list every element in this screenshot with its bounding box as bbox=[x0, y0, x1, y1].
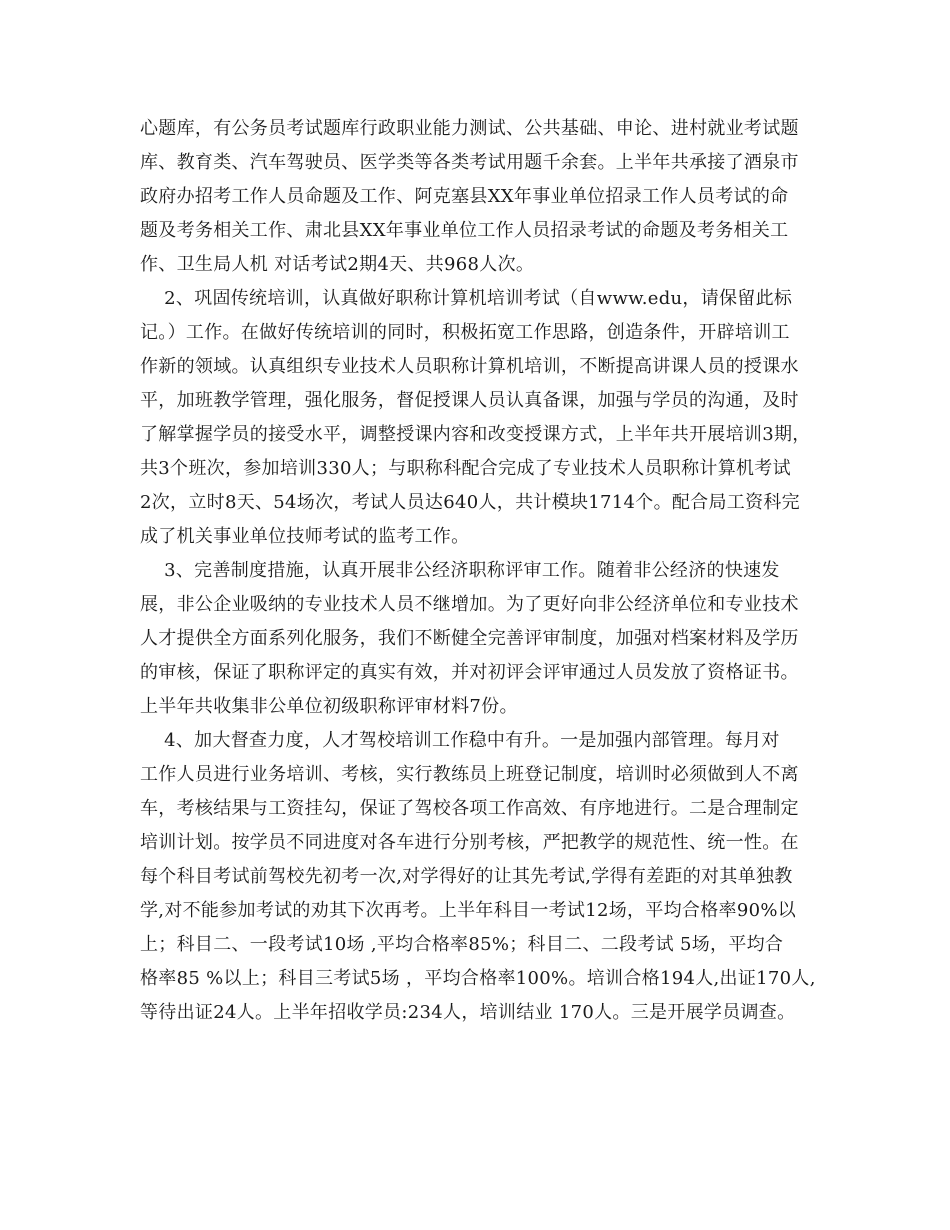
text-line: 了解掌握学员的接受水平，调整授课内容和改变授课方式，上半年共开展培训3期， bbox=[140, 424, 811, 445]
text-line: 库、教育类、汽车驾驶员、医学类等各类考试用题千余套。上半年共承接了酒泉市 bbox=[140, 152, 799, 173]
text-line: 心题库，有公务员考试题库行政职业能力测试、公共基础、申论、进村就业考试题 bbox=[140, 118, 799, 139]
text-line: 上；科目二、一段考试10场 ,平均合格率85%；科目二、二段考试 5场，平均合 bbox=[140, 934, 784, 955]
text-line: 学,对不能参加考试的劝其下次再考。上半年科目一考试12场，平均合格率90%以 bbox=[140, 900, 797, 921]
text-line: 平，加班教学管理，强化服务，督促授课人员认真备课，加强与学员的沟通，及时 bbox=[140, 390, 799, 411]
text-line: 车，考核结果与工资挂勾，保证了驾校各项工作高效、有序地进行。二是合理制定 bbox=[140, 798, 799, 819]
text-line: 作新的领域。认真组织专业技术人员职称计算机培训，不断提高讲课人员的授课水 bbox=[140, 356, 799, 377]
text-line: 4、加大督查力度，人才驾校培训工作稳中有升。一是加强内部管理。每月对 bbox=[140, 730, 780, 751]
document-body bbox=[140, 112, 820, 1030]
text-line: 作、卫生局人机 对话考试2期4天、共968人次。 bbox=[140, 254, 535, 275]
text-line: 2次，立时8天、54场次，考试人员达640人，共计模块1714个。配合局工资科完 bbox=[140, 492, 800, 513]
text-line: 展，非公企业吸纳的专业技术人员不继增加。为了更好向非公经济单位和专业技术 bbox=[140, 594, 799, 615]
text-line: 2、巩固传统培训，认真做好职称计算机培训考试（自www.edu，请保留此标 bbox=[140, 288, 793, 309]
text-line: 等待出证24人。上半年招收学员:234人，培训结业 170人。三是开展学员调查。 bbox=[140, 1002, 796, 1023]
text-line: 的审核，保证了职称评定的真实有效，并对初评会评审通过人员发放了资格证书。 bbox=[140, 662, 799, 683]
text-line: 培训计划。按学员不同进度对各车进行分别考核，严把教学的规范性、统一性。在 bbox=[140, 832, 799, 853]
text-line: 3、完善制度措施，认真开展非公经济职称评审工作。随着非公经济的快速发 bbox=[140, 560, 780, 581]
text-line: 题及考务相关工作、肃北县XX年事业单位工作人员招录考试的命题及考务相关工 bbox=[140, 220, 789, 241]
text-line: 记。）工作。在做好传统培训的同时，积极拓宽工作思路，创造条件，开辟培训工 bbox=[140, 322, 790, 343]
text-line: 工作人员进行业务培训、考核，实行教练员上班登记制度，培训时必须做到人不离 bbox=[140, 764, 799, 785]
text-line: 上半年共收集非公单位初级职称评审材料7份。 bbox=[140, 696, 518, 717]
text-line: 成了机关事业单位技师考试的监考工作。 bbox=[140, 526, 470, 547]
text-line: 格率85 %以上；科目三考试5场 ，平均合格率100%。培训合格194人,出证170人, bbox=[140, 968, 816, 989]
text-line: 政府办招考工作人员命题及工作、阿克塞县XX年事业单位招录工作人员考试的命 bbox=[140, 186, 789, 207]
text-line: 人才提供全方面系列化服务，我们不断健全完善评审制度，加强对档案材料及学历 bbox=[140, 628, 799, 649]
text-line: 每个科目考试前驾校先初考一次,对学得好的让其先考试,学得有差距的对其单独教 bbox=[140, 866, 793, 887]
text-line: 共3个班次，参加培训330人；与职称科配合完成了专业技术人员职称计算机考试 bbox=[140, 458, 791, 479]
